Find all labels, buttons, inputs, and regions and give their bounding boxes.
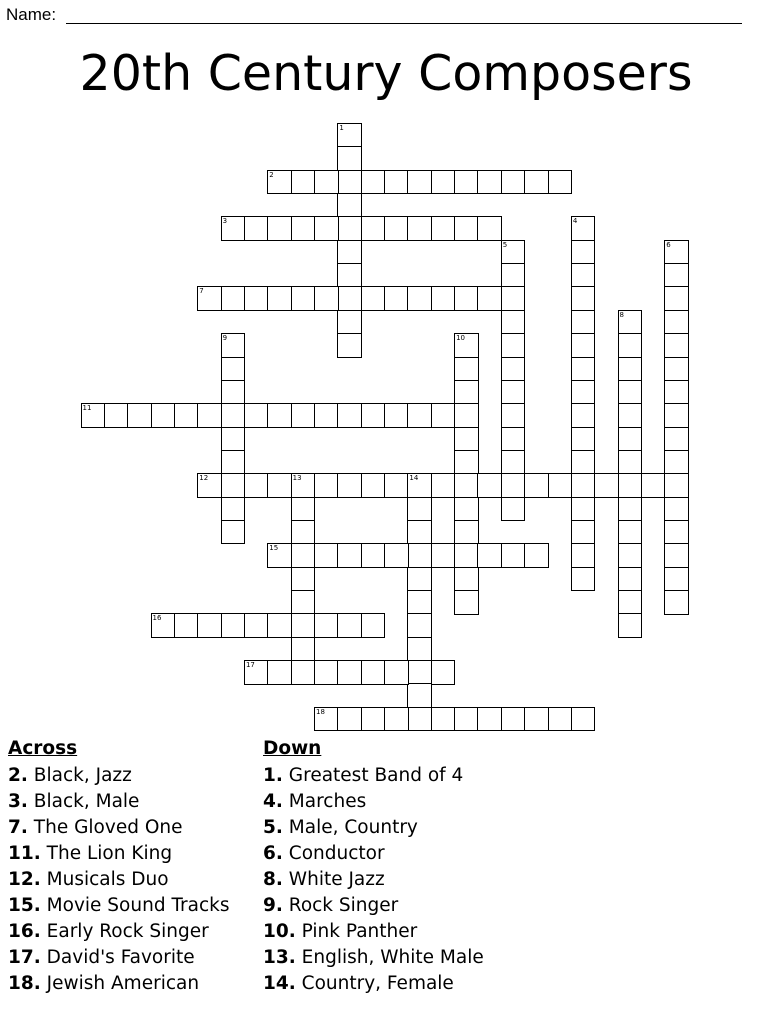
cell-number: 12 [199,474,209,483]
across-clue [8,867,230,893]
grid-cell[interactable] [431,216,456,241]
grid-cell[interactable] [618,310,643,335]
grid-cell[interactable] [197,403,222,428]
grid-cell[interactable] [548,707,573,732]
clue-number: 9. [263,895,283,916]
grid-cell[interactable] [618,427,643,452]
clue-text: Movie Sound Tracks [46,895,230,916]
grid-cell[interactable] [291,403,316,428]
grid-cell[interactable] [361,286,386,311]
grid-cell[interactable] [571,357,596,382]
grid-cell[interactable] [314,707,339,732]
grid-cell[interactable] [361,216,386,241]
cell-number: 9 [222,334,228,343]
grid-cell[interactable] [197,473,222,498]
down-clue [263,867,484,893]
clue-text: The Gloved One [33,817,183,838]
grid-cell[interactable] [337,473,362,498]
grid-cell[interactable] [664,590,689,615]
grid-cell[interactable] [221,286,246,311]
clue-number: 11. [8,843,41,864]
grid-cell[interactable] [501,403,526,428]
clue-text: Male, Country [288,817,418,838]
grid-cell[interactable] [571,450,596,475]
grid-cell[interactable] [454,427,479,452]
grid-cell[interactable] [571,263,596,288]
grid-cell[interactable] [431,286,456,311]
grid-cell[interactable] [407,497,432,522]
grid-cell[interactable] [361,473,386,498]
grid-cell[interactable] [431,660,456,685]
clue-text: The Lion King [46,843,173,864]
grid-cell[interactable] [501,450,526,475]
grid-cell[interactable] [664,427,689,452]
grid-cell[interactable] [384,170,409,195]
grid-cell[interactable] [221,427,246,452]
grid-cell[interactable] [384,286,409,311]
grid-cell[interactable] [571,543,596,568]
cell-number: 15 [269,544,279,553]
name-label: Name: [6,5,57,24]
grid-cell[interactable] [267,473,292,498]
grid-cell[interactable] [291,473,316,498]
grid-cell[interactable] [431,403,456,428]
grid-cell[interactable] [524,707,549,732]
grid-cell[interactable] [291,543,316,568]
grid-cell[interactable] [641,473,666,498]
grid-cell[interactable] [571,333,596,358]
down-clues [263,737,484,997]
grid-cell[interactable] [337,263,362,288]
grid-cell[interactable] [571,240,596,265]
cell-number: 13 [292,474,302,483]
clue-number: 14. [263,973,296,994]
grid-cell[interactable] [337,403,362,428]
grid-cell[interactable] [244,403,269,428]
grid-cell[interactable] [664,310,689,335]
grid-cell[interactable] [244,660,269,685]
across-clue [8,945,230,971]
grid-cell[interactable] [431,543,456,568]
grid-cell[interactable] [477,216,502,241]
grid-cell[interactable] [221,357,246,382]
grid-cell[interactable] [501,263,526,288]
grid-cell[interactable] [454,333,479,358]
cell-number: 5 [502,240,508,249]
grid-cell[interactable] [174,403,199,428]
clue-text: Black, Male [33,791,140,812]
cell-number: 18 [316,707,325,716]
grid-cell[interactable] [571,707,596,732]
grid-cell[interactable] [291,497,316,522]
clue-text: Black, Jazz [33,765,132,786]
grid-cell[interactable] [454,543,479,568]
grid-cell[interactable] [431,473,456,498]
grid-cell[interactable] [267,403,292,428]
across-clue [8,815,230,841]
down-clue [263,789,484,815]
across-clue [8,971,230,997]
grid-cell[interactable] [501,333,526,358]
grid-cell[interactable] [221,333,246,358]
clue-number: 5. [263,817,283,838]
grid-cell[interactable] [618,403,643,428]
grid-cell[interactable] [664,240,689,265]
cell-number: 11 [82,404,92,413]
grid-cell[interactable] [221,450,246,475]
clue-number: 13. [263,947,296,968]
grid-cell[interactable] [431,707,456,732]
grid-cell[interactable] [618,450,643,475]
grid-cell[interactable] [244,216,269,241]
down-clue [263,971,484,997]
grid-cell[interactable] [454,520,479,545]
grid-cell[interactable] [454,216,479,241]
clue-text: White Jazz [288,869,385,890]
grid-cell[interactable] [618,543,643,568]
grid-cell[interactable] [571,286,596,311]
grid-cell[interactable] [291,286,316,311]
grid-cell[interactable] [197,613,222,638]
grid-cell[interactable] [618,380,643,405]
grid-cell[interactable] [244,613,269,638]
grid-cell[interactable] [501,310,526,335]
grid-cell[interactable] [618,333,643,358]
grid-cell[interactable] [664,263,689,288]
grid-cell[interactable] [477,707,502,732]
across-clue [8,763,230,789]
clue-number: 3. [8,791,28,812]
grid-cell[interactable] [664,543,689,568]
grid-cell[interactable] [267,170,292,195]
grid-cell[interactable] [618,520,643,545]
grid-cell[interactable] [221,497,246,522]
grid-cell[interactable] [291,637,316,662]
grid-cell[interactable] [407,286,432,311]
clue-text: Musicals Duo [46,869,169,890]
grid-cell[interactable] [664,357,689,382]
grid-cell[interactable] [501,286,526,311]
clue-number: 17. [8,947,41,968]
grid-cell[interactable] [337,543,362,568]
grid-cell[interactable] [291,567,316,592]
clue-text: Country, Female [301,973,454,994]
clue-number: 18. [8,973,41,994]
grid-cell[interactable] [267,660,292,685]
grid-cell[interactable] [407,216,432,241]
grid-cell[interactable] [291,520,316,545]
down-clue [263,763,484,789]
grid-cell[interactable] [501,240,526,265]
grid-cell[interactable] [151,403,176,428]
grid-cell[interactable] [291,170,316,195]
grid-cell[interactable] [384,216,409,241]
grid-cell[interactable] [454,497,479,522]
grid-cell[interactable] [501,707,526,732]
cell-number: 1 [339,124,344,132]
grid-cell[interactable] [454,590,479,615]
grid-cell[interactable] [384,660,409,685]
grid-cell[interactable] [291,613,316,638]
cell-number: 6 [666,240,671,249]
down-clue [263,815,484,841]
grid-cell[interactable] [244,286,269,311]
grid-cell[interactable] [291,590,316,615]
clue-number: 12. [8,869,41,890]
clue-text: Early Rock Singer [46,921,209,942]
grid-cell[interactable] [407,403,432,428]
cell-number: 8 [619,310,625,319]
grid-cell[interactable] [267,286,292,311]
grid-cell[interactable] [337,613,362,638]
grid-cell[interactable] [337,170,362,195]
cell-number: 10 [456,334,466,343]
grid-cell[interactable] [361,613,386,638]
grid-cell[interactable] [618,567,643,592]
grid-cell[interactable] [221,380,246,405]
grid-cell[interactable] [197,286,222,311]
down-clue [263,919,484,945]
grid-cell[interactable] [127,403,152,428]
grid-cell[interactable] [221,473,246,498]
grid-cell[interactable] [384,707,409,732]
grid-cell[interactable] [221,520,246,545]
grid-cell[interactable] [221,216,246,241]
grid-cell[interactable] [361,660,386,685]
grid-cell[interactable] [524,543,549,568]
grid-cell[interactable] [337,123,362,148]
grid-cell[interactable] [524,473,549,498]
grid-cell[interactable] [571,497,596,522]
clue-number: 1. [263,765,283,786]
grid-cell[interactable] [291,660,316,685]
grid-cell[interactable] [267,543,292,568]
grid-cell[interactable] [314,403,339,428]
grid-cell[interactable] [501,427,526,452]
grid-cell[interactable] [267,613,292,638]
grid-cell[interactable] [407,567,432,592]
grid-cell[interactable] [594,473,619,498]
cell-number: 7 [199,287,204,296]
grid-cell[interactable] [407,707,432,732]
grid-cell[interactable] [81,403,106,428]
grid-cell[interactable] [407,520,432,545]
grid-cell[interactable] [384,473,409,498]
grid-cell[interactable] [314,473,339,498]
clue-number: 15. [8,895,41,916]
grid-cell[interactable] [571,520,596,545]
grid-cell[interactable] [337,333,362,358]
grid-cell[interactable] [454,567,479,592]
grid-cell[interactable] [221,613,246,638]
grid-cell[interactable] [314,286,339,311]
grid-cell[interactable] [407,683,432,708]
grid-cell[interactable] [174,613,199,638]
clue-text: English, White Male [301,947,484,968]
grid-cell[interactable] [454,286,479,311]
grid-cell[interactable] [501,380,526,405]
grid-cell[interactable] [454,707,479,732]
grid-cell[interactable] [477,286,502,311]
grid-cell[interactable] [314,660,339,685]
grid-cell[interactable] [314,170,339,195]
grid-cell[interactable] [314,543,339,568]
grid-cell[interactable] [664,497,689,522]
clue-number: 4. [263,791,283,812]
clue-number: 7. [8,817,28,838]
grid-cell[interactable] [337,146,362,171]
across-clue [8,893,230,919]
grid-cell[interactable] [664,286,689,311]
grid-cell[interactable] [384,543,409,568]
across-heading: Across [8,738,78,759]
across-clues [8,737,230,997]
grid-cell[interactable] [501,497,526,522]
grid-cell[interactable] [548,473,573,498]
clue-text: Pink Panther [301,921,418,942]
clue-number: 10. [263,921,296,942]
clue-text: David's Favorite [46,947,195,968]
grid-cell[interactable] [664,473,689,498]
grid-cell[interactable] [407,473,432,498]
grid-cell[interactable] [431,170,456,195]
across-clue [8,919,230,945]
grid-cell[interactable] [664,380,689,405]
grid-cell[interactable] [221,403,246,428]
grid-cell[interactable] [337,707,362,732]
grid-cell[interactable] [361,543,386,568]
grid-cell[interactable] [454,473,479,498]
grid-cell[interactable] [501,357,526,382]
clue-text: Greatest Band of 4 [288,765,464,786]
down-clue [263,841,484,867]
grid-cell[interactable] [151,613,176,638]
grid-cell[interactable] [407,637,432,662]
grid-cell[interactable] [361,707,386,732]
grid-cell[interactable] [337,193,362,218]
down-clue [263,893,484,919]
cell-number: 17 [245,661,255,670]
grid-cell[interactable] [337,240,362,265]
grid-cell[interactable] [384,403,409,428]
grid-cell[interactable] [571,567,596,592]
grid-cell[interactable] [454,170,479,195]
grid-cell[interactable] [664,520,689,545]
grid-cell[interactable] [291,216,316,241]
grid-cell[interactable] [501,170,526,195]
grid-cell[interactable] [501,473,526,498]
across-clue [8,789,230,815]
grid-cell[interactable] [618,613,643,638]
grid-cell[interactable] [477,170,502,195]
clue-text: Rock Singer [288,895,399,916]
clue-text: Marches [288,791,367,812]
grid-cell[interactable] [454,450,479,475]
cell-number: 4 [572,217,578,226]
grid-cell[interactable] [407,543,432,568]
grid-cell[interactable] [664,567,689,592]
cell-number: 14 [409,474,419,483]
grid-cell[interactable] [244,473,269,498]
clue-number: 16. [8,921,41,942]
grid-cell[interactable] [104,403,129,428]
clue-number: 2. [8,765,28,786]
grid-cell[interactable] [337,286,362,311]
cell-number: 3 [222,217,228,226]
grid-cell[interactable] [407,613,432,638]
grid-cell[interactable] [571,310,596,335]
clue-number: 8. [263,869,283,890]
grid-cell[interactable] [501,543,526,568]
grid-cell[interactable] [571,216,596,241]
grid-cell[interactable] [314,613,339,638]
down-clue [263,945,484,971]
grid-cell[interactable] [361,170,386,195]
grid-cell[interactable] [571,473,596,498]
grid-cell[interactable] [407,660,432,685]
down-heading: Down [263,738,322,759]
page-title: 20th Century Composers [79,45,693,102]
across-clue [8,841,230,867]
grid-cell[interactable] [571,403,596,428]
grid-cell[interactable] [337,216,362,241]
grid-cell[interactable] [477,473,502,498]
grid-cell[interactable] [337,310,362,335]
grid-cell[interactable] [407,170,432,195]
grid-cell[interactable] [337,660,362,685]
grid-cell[interactable] [664,333,689,358]
grid-cell[interactable] [267,216,292,241]
cell-number: 2 [269,170,274,179]
grid-cell[interactable] [664,450,689,475]
cell-number: 16 [152,614,162,623]
grid-cell[interactable] [314,216,339,241]
grid-cell[interactable] [454,357,479,382]
grid-cell[interactable] [571,427,596,452]
grid-cell[interactable] [664,403,689,428]
grid-cell[interactable] [618,497,643,522]
grid-cell[interactable] [571,380,596,405]
grid-cell[interactable] [618,473,643,498]
grid-cell[interactable] [618,590,643,615]
grid-cell[interactable] [407,590,432,615]
grid-cell[interactable] [548,170,573,195]
grid-cell[interactable] [454,380,479,405]
clue-text: Jewish American [46,973,200,994]
clue-number: 6. [263,843,283,864]
grid-cell[interactable] [361,403,386,428]
clue-text: Conductor [288,843,385,864]
grid-cell[interactable] [454,403,479,428]
grid-cell[interactable] [477,543,502,568]
grid-cell[interactable] [524,170,549,195]
grid-cell[interactable] [618,357,643,382]
